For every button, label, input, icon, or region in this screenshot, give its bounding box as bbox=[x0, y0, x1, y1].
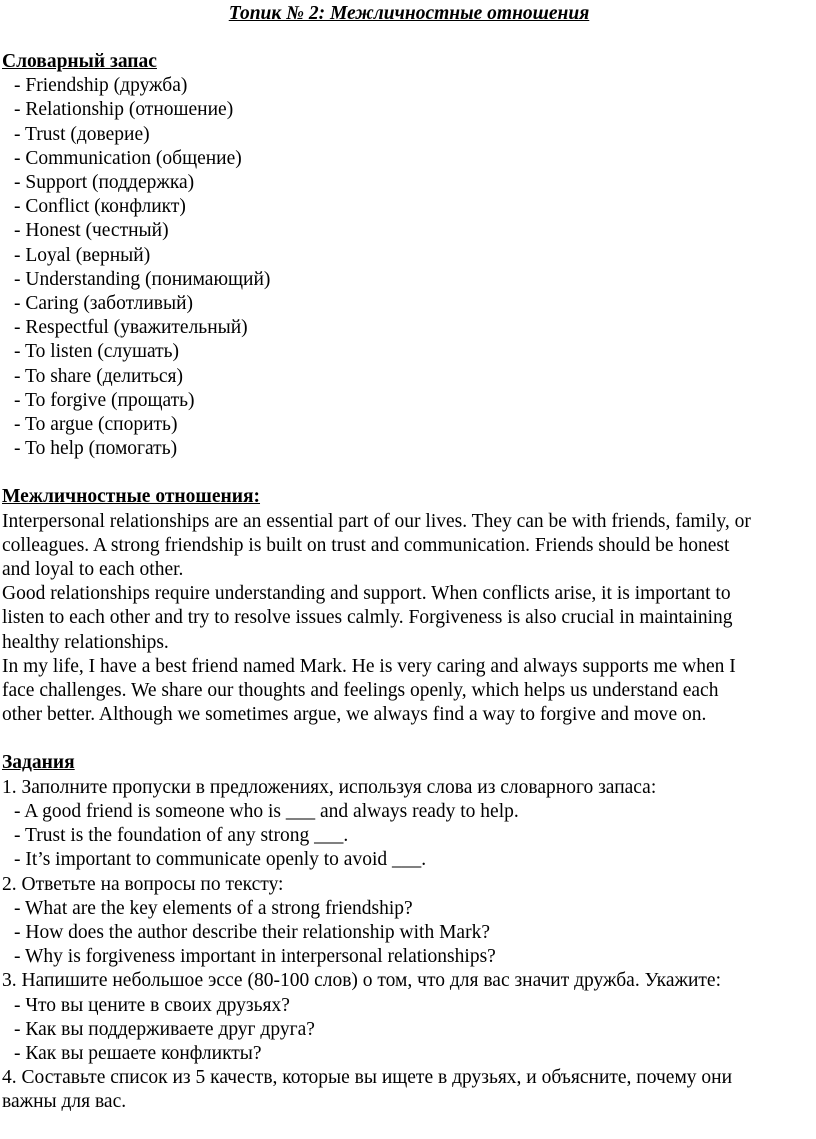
vocabulary-section bbox=[2, 50, 816, 461]
task-text: 4. Составьте список из 5 качеств, которые вы ищете в друзьях, и объясните, почему они важны для вас. bbox=[2, 1067, 733, 1113]
tasks-heading: Задания bbox=[2, 752, 75, 774]
vocabulary-item: - To listen (слушать) bbox=[14, 341, 180, 363]
task-subitem: - Why is forgiveness important in interpersonal relationships? bbox=[14, 946, 496, 968]
task-subitems bbox=[2, 897, 816, 970]
task-text: 1. Заполните пропуски в предложениях, используя слова из словарного запаса: bbox=[2, 776, 657, 798]
task-subitem: - Как вы поддерживаете друг друга? bbox=[14, 1018, 315, 1040]
task-item bbox=[2, 969, 816, 1066]
spacer bbox=[2, 461, 816, 485]
vocabulary-list bbox=[2, 74, 816, 461]
vocabulary-item: - To forgive (прощать) bbox=[14, 389, 195, 411]
vocabulary-item: - Conflict (конфликт) bbox=[14, 196, 186, 218]
text-heading: Межличностные отношения: bbox=[2, 486, 261, 508]
task-subitems bbox=[2, 994, 816, 1067]
vocabulary-item: - Loyal (верный) bbox=[14, 244, 151, 266]
task-text: 2. Ответьте на вопросы по тексту: bbox=[2, 873, 284, 895]
vocabulary-item: - Communication (общение) bbox=[14, 147, 242, 169]
spacer bbox=[2, 727, 816, 751]
vocabulary-item: - To help (помогать) bbox=[14, 438, 178, 460]
task-subitem: - A good friend is someone who is ___ and always ready to help. bbox=[14, 800, 519, 822]
vocabulary-item: - Relationship (отношение) bbox=[14, 99, 234, 121]
task-subitem: - How does the author describe their relationship with Mark? bbox=[14, 921, 490, 943]
vocabulary-item: - Friendship (дружба) bbox=[14, 75, 188, 97]
vocabulary-heading: Словарный запас bbox=[2, 51, 157, 72]
vocabulary-item: - Respectful (уважительный) bbox=[14, 317, 248, 339]
document-page bbox=[0, 2, 816, 1139]
vocabulary-item: - Caring (заботливый) bbox=[14, 293, 194, 315]
task-subitem: - Что вы цените в своих друзьях? bbox=[14, 994, 290, 1016]
vocabulary-item: - Support (поддержка) bbox=[14, 172, 195, 194]
text-paragraph: Interpersonal relationships are an essential part of our lives. They can be with friends, family, or colleagues. A strong friendship is built on trust and communication. Friends should be honest and loyal to each other. bbox=[2, 510, 751, 581]
vocabulary-item: - Honest (честный) bbox=[14, 220, 169, 242]
task-subitem: - It’s important to communicate openly to avoid ___. bbox=[14, 849, 427, 871]
vocabulary-item: - To share (делиться) bbox=[14, 365, 183, 387]
text-section bbox=[2, 485, 816, 727]
task-subitems bbox=[2, 800, 816, 873]
task-subitem: - What are the key elements of a strong friendship? bbox=[14, 897, 413, 919]
task-text: 3. Напишите небольшое эссе (80-100 слов) о том, что для вас значит дружба. Укажите: bbox=[2, 970, 722, 992]
task-item bbox=[2, 776, 816, 873]
vocabulary-item: - Trust (доверие) bbox=[14, 123, 150, 145]
vocabulary-item: - To argue (спорить) bbox=[14, 414, 178, 436]
task-subitem: - Как вы решаете конфликты? bbox=[14, 1042, 262, 1064]
text-paragraph: Good relationships require understanding and support. When conflicts arise, it is important to listen to each other and try to resolve issues calmly. Forgiveness is also crucial in maintaining healthy relationships. bbox=[2, 583, 733, 653]
page-title: Топик № 2: Межличностные отношения bbox=[228, 3, 590, 24]
tasks-section bbox=[2, 751, 816, 1114]
spacer bbox=[2, 26, 816, 50]
task-item bbox=[2, 1066, 816, 1114]
text-paragraph: In my life, I have a best friend named Mark. He is very caring and always supports me when I face challenges. We share our thoughts and feelings openly, which helps us understand each other better. Although we sometimes argue, we always find a way to forgive and move on. bbox=[2, 655, 736, 726]
vocabulary-item: - Understanding (понимающий) bbox=[14, 268, 271, 290]
tasks-list bbox=[2, 776, 816, 1115]
task-item bbox=[2, 873, 816, 970]
task-subitem: - Trust is the foundation of any strong ___. bbox=[14, 825, 349, 847]
